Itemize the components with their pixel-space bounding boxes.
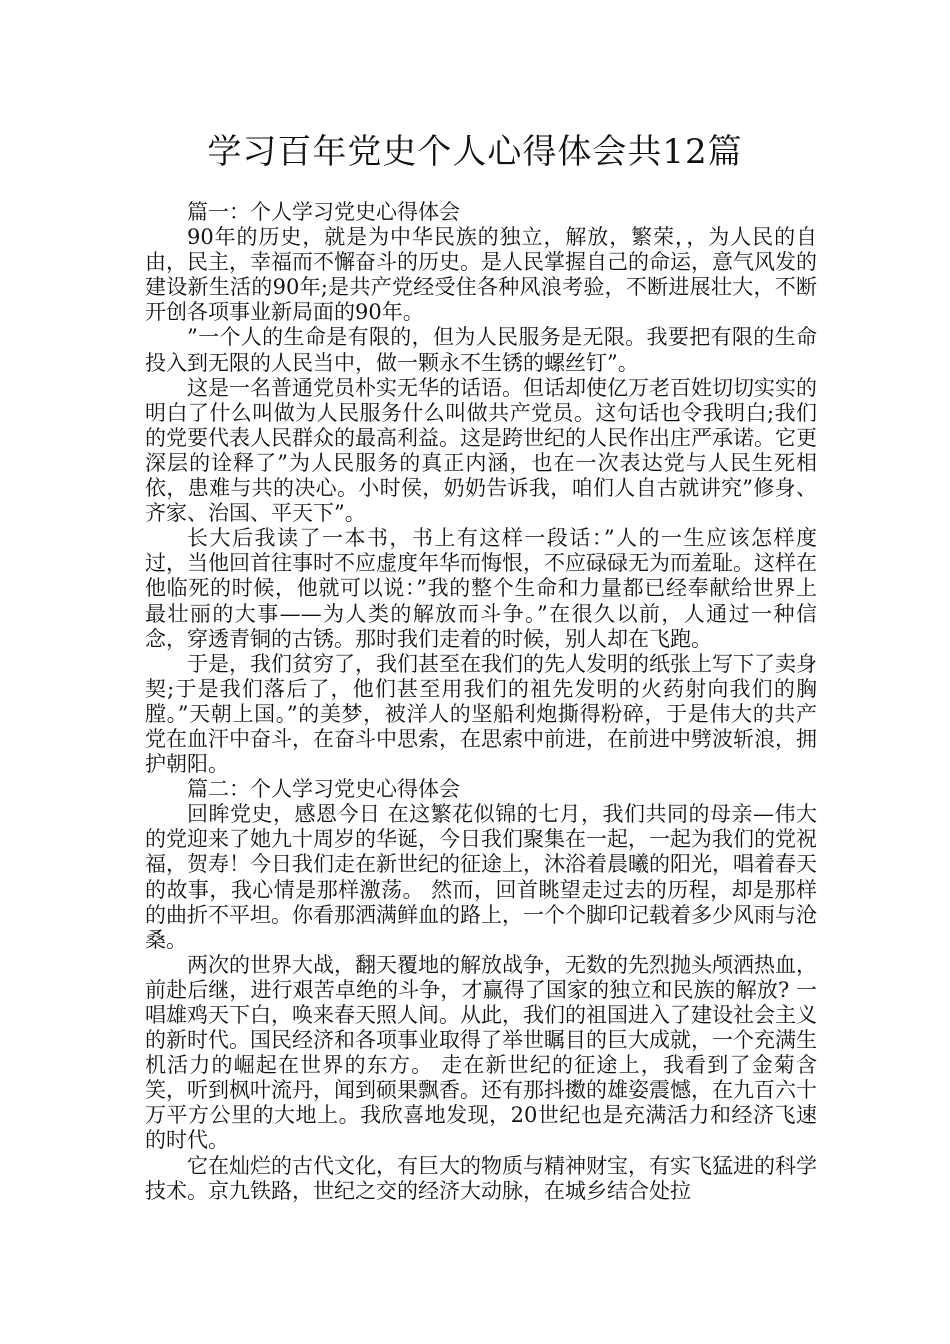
section-heading-2: 篇二：个人学习党史心得体会 bbox=[187, 777, 460, 802]
body-paragraph: 90年的历史，就是为中华民族的独立，解放，繁荣，，为人民的自由，民主，幸福而不懈奋斗的历史。是人民掌握自己的命运，意气风发的建设新生活的90年;是共产党经受住各种风浪考验，不断进展壮大，不断开创各项事业新局面的90年。 bbox=[145, 225, 817, 325]
section-heading-1: 篇一：个人学习党史心得体会 bbox=[187, 200, 460, 224]
body-paragraph: 长大后我读了一本书，书上有这样一段话：”人的一生应该怎样度过，当他回首往事时不应虚度年华而悔恨，不应碌碌无为而羞耻。这样在他临死的时候，他就可以说：”我的整个生命和力量都已经奉献给世界上最壮丽的大事——为人类的解放而斗争。”在很久以前，人通过一种信念，穿透青铜的古锈。那时我们走着的时候，别人却在飞跑。 bbox=[145, 526, 817, 651]
body-paragraph: 它在灿烂的古代文化，有巨大的物质与精神财宝，有实飞猛进的科学技术。京九铁路，世纪之交的经济大动脉，在城乡结合处拉 bbox=[145, 1153, 817, 1203]
body-paragraph: 于是，我们贫穷了，我们甚至在我们的先人发明的纸张上写下了卖身契;于是我们落后了，他们甚至用我们的祖先发明的火药射向我们的胸膛。”天朝上国。”的美梦，被洋人的坚船利炮撕得粉碎，于是伟大的共产党在血汗中奋斗，在奋斗中思索，在思索中前进，在前进中劈波斩浪，拥护朝阳。 bbox=[145, 651, 817, 777]
document-body bbox=[145, 200, 817, 1204]
document-title: 学习百年党史个人心得体会共12篇 bbox=[207, 132, 743, 172]
body-paragraph: 两次的世界大战，翻天覆地的解放战争，无数的先烈抛头颅洒热血，前赴后继，进行艰苦卓绝的斗争，才赢得了国家的独立和民族的解放? 一唱雄鸡天下白，唤来春天照人间。从此，我们的祖国进入了建设社会主义的新时代。国民经济和各项事业取得了举世瞩目的巨大成就，一个充满生机活力的崛起在世界的东方。 走在新世纪的征途上，我看到了金菊含笑，听到枫叶流丹，闻到硕果飘香。还有那抖擞的雄姿震憾，在九百六十万平方公里的大地上。我欣喜地发现，20世纪也是充满活力和经济飞速的时代。 bbox=[145, 952, 817, 1153]
body-paragraph: 这是一名普通党员朴实无华的话语。但话却使亿万老百姓切切实实的明白了什么叫做为人民服务什么叫做共产党员。这句话也令我明白;我们的党要代表人民群众的最高利益。这是跨世纪的人民作出庄严承诺。它更深层的诠释了”为人民服务的真正内涵，也在一次表达党与人民生死相依，患难与共的决心。小时侯，奶奶告诉我，咱们人自古就讲究”修身、齐家、治国、平天下”。 bbox=[145, 375, 817, 526]
body-paragraph: ”一个人的生命是有限的，但为人民服务是无限。我要把有限的生命投入到无限的人民当中，做一颗永不生锈的螺丝钉”。 bbox=[145, 325, 817, 375]
body-paragraph: 回眸党史，感恩今日 在这繁花似锦的七月，我们共同的母亲—伟大的党迎来了她九十周岁的华诞，今日我们聚集在一起，一起为我们的党祝福，贺寿！今日我们走在新世纪的征途上，沐浴着晨曦的阳光，唱着春天的故事，我心情是那样激荡。 然而，回首眺望走过去的历程，却是那样的曲折不平坦。你看那洒满鲜血的路上，一个个脚印记载着多少风雨与沧桑。 bbox=[145, 802, 817, 952]
